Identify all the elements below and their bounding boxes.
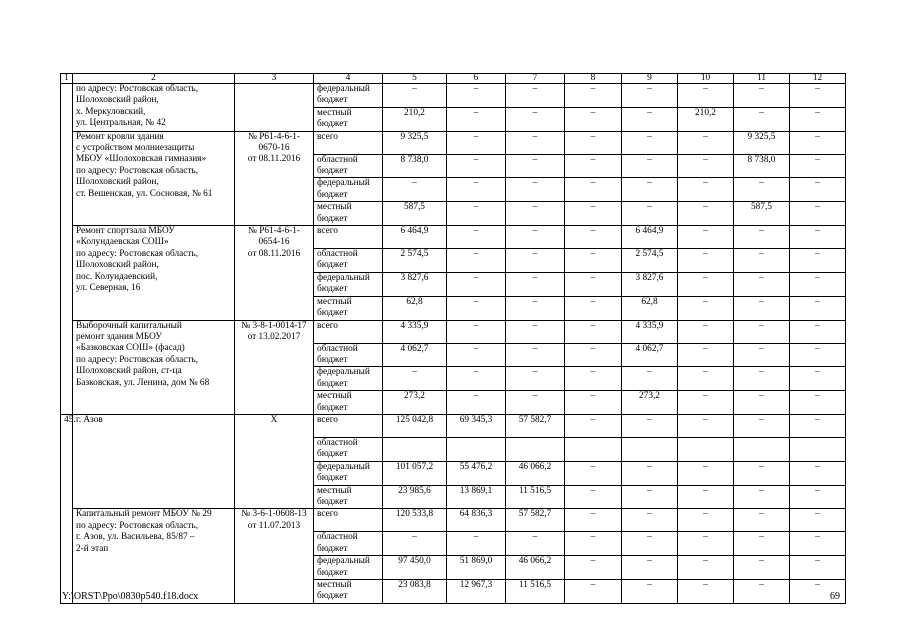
amount-cell: – bbox=[447, 202, 506, 226]
amount-cell: – bbox=[678, 532, 734, 556]
document-ref bbox=[235, 84, 314, 132]
amount-cell: – bbox=[622, 107, 678, 131]
amount-cell: – bbox=[447, 367, 506, 391]
amount-cell: – bbox=[447, 320, 506, 343]
amount-cell: – bbox=[790, 178, 846, 202]
funding-source: областной бюджет bbox=[314, 249, 383, 273]
amount-cell bbox=[506, 437, 565, 461]
amount-cell: – bbox=[565, 202, 622, 226]
object-name-address: по адресу: Ростовская область, Шолоховский район, ст. Вешенская, ул. Сосновая, № 61 bbox=[76, 165, 213, 199]
amount-cell: – bbox=[447, 296, 506, 320]
amount-cell: – bbox=[678, 414, 734, 437]
column-header: 11 bbox=[734, 74, 790, 84]
amount-cell bbox=[734, 437, 790, 461]
amount-cell: – bbox=[506, 202, 565, 226]
budget-table bbox=[60, 73, 846, 604]
amount-cell: – bbox=[565, 272, 622, 296]
funding-source: всего bbox=[314, 131, 383, 154]
amount-cell: – bbox=[734, 178, 790, 202]
funding-source: местный бюджет bbox=[314, 391, 383, 415]
amount-cell: – bbox=[678, 131, 734, 154]
funding-source: всего bbox=[314, 320, 383, 343]
amount-cell: 4 335,9 bbox=[383, 320, 447, 343]
table-row bbox=[61, 509, 846, 532]
amount-cell: – bbox=[790, 249, 846, 273]
amount-cell: – bbox=[506, 272, 565, 296]
object-name bbox=[73, 509, 235, 603]
document-ref: № 3-8-1-0014-17 от 13.02.2017 bbox=[235, 320, 314, 414]
amount-cell: – bbox=[678, 296, 734, 320]
amount-cell: – bbox=[678, 580, 734, 604]
amount-cell: – bbox=[565, 343, 622, 367]
amount-cell: – bbox=[790, 391, 846, 415]
amount-cell: – bbox=[790, 414, 846, 437]
funding-source: местный бюджет bbox=[314, 580, 383, 604]
page-number: 69 bbox=[830, 591, 840, 602]
amount-cell: 11 516,5 bbox=[506, 485, 565, 509]
amount-cell: – bbox=[678, 84, 734, 108]
amount-cell: – bbox=[734, 414, 790, 437]
amount-cell: 273,2 bbox=[383, 391, 447, 415]
amount-cell: 587,5 bbox=[383, 202, 447, 226]
amount-cell: – bbox=[506, 296, 565, 320]
funding-source: всего bbox=[314, 509, 383, 532]
amount-cell: 12 967,3 bbox=[447, 580, 506, 604]
amount-cell: – bbox=[565, 131, 622, 154]
document-ref: Х bbox=[235, 414, 314, 508]
funding-source: областной бюджет bbox=[314, 343, 383, 367]
amount-cell: 3 827,6 bbox=[622, 272, 678, 296]
object-name bbox=[73, 320, 235, 414]
column-header: 10 bbox=[678, 74, 734, 84]
amount-cell: 69 345,3 bbox=[447, 414, 506, 437]
amount-cell: 57 582,7 bbox=[506, 509, 565, 532]
amount-cell: – bbox=[790, 343, 846, 367]
amount-cell: – bbox=[565, 367, 622, 391]
column-header: 9 bbox=[622, 74, 678, 84]
table-row bbox=[61, 84, 846, 108]
object-name-cont: х. Меркуловский, ул. Центральная, № 42 bbox=[76, 106, 166, 129]
amount-cell: – bbox=[734, 84, 790, 108]
amount-cell: – bbox=[506, 249, 565, 273]
amount-cell: – bbox=[506, 391, 565, 415]
amount-cell: – bbox=[565, 556, 622, 580]
amount-cell: – bbox=[790, 107, 846, 131]
object-name-text: Ремонт кровли здания с устройством молниезащиты МБОУ «Шолоховская гимназия» bbox=[76, 131, 207, 165]
amount-cell: – bbox=[565, 154, 622, 178]
funding-source: федеральный бюджет bbox=[314, 461, 383, 485]
amount-cell: 46 066,2 bbox=[506, 556, 565, 580]
amount-cell: – bbox=[734, 320, 790, 343]
amount-cell: – bbox=[678, 154, 734, 178]
amount-cell: 23 083,8 bbox=[383, 580, 447, 604]
amount-cell: – bbox=[790, 84, 846, 108]
amount-cell: 64 836,3 bbox=[447, 509, 506, 532]
amount-cell: – bbox=[734, 485, 790, 509]
funding-source: федеральный бюджет bbox=[314, 84, 383, 108]
amount-cell: – bbox=[790, 509, 846, 532]
amount-cell: – bbox=[678, 202, 734, 226]
amount-cell: – bbox=[447, 226, 506, 249]
column-header: 3 bbox=[235, 74, 314, 84]
object-name bbox=[73, 414, 235, 508]
amount-cell: – bbox=[678, 226, 734, 249]
amount-cell: – bbox=[447, 131, 506, 154]
amount-cell: – bbox=[734, 461, 790, 485]
object-name bbox=[73, 131, 235, 225]
amount-cell: – bbox=[447, 391, 506, 415]
amount-cell: – bbox=[790, 226, 846, 249]
amount-cell: – bbox=[790, 202, 846, 226]
amount-cell: – bbox=[678, 178, 734, 202]
table-row bbox=[61, 131, 846, 154]
amount-cell: – bbox=[790, 154, 846, 178]
amount-cell: – bbox=[622, 556, 678, 580]
amount-cell: – bbox=[734, 367, 790, 391]
amount-cell: 9 325,5 bbox=[383, 131, 447, 154]
amount-cell: 11 516,5 bbox=[506, 580, 565, 604]
funding-source: местный бюджет bbox=[314, 202, 383, 226]
amount-cell: – bbox=[734, 107, 790, 131]
amount-cell: 46 066,2 bbox=[506, 461, 565, 485]
column-header: 1 bbox=[61, 74, 73, 84]
column-header: 2 bbox=[73, 74, 235, 84]
amount-cell: – bbox=[622, 154, 678, 178]
amount-cell: – bbox=[790, 296, 846, 320]
amount-cell: 51 869,0 bbox=[447, 556, 506, 580]
amount-cell: – bbox=[506, 131, 565, 154]
amount-cell bbox=[565, 437, 622, 461]
amount-cell: – bbox=[622, 532, 678, 556]
amount-cell: – bbox=[622, 367, 678, 391]
amount-cell: – bbox=[678, 320, 734, 343]
column-header: 8 bbox=[565, 74, 622, 84]
document-ref: № 3-6-1-0608-13 от 11.07.2013 bbox=[235, 509, 314, 603]
amount-cell: – bbox=[790, 532, 846, 556]
amount-cell: – bbox=[622, 461, 678, 485]
amount-cell: – bbox=[678, 272, 734, 296]
amount-cell: – bbox=[734, 249, 790, 273]
header-row bbox=[61, 74, 846, 84]
amount-cell: – bbox=[734, 532, 790, 556]
column-header: 7 bbox=[506, 74, 565, 84]
funding-source: областной бюджет bbox=[314, 154, 383, 178]
amount-cell: 2 574,5 bbox=[383, 249, 447, 273]
amount-cell: – bbox=[447, 154, 506, 178]
amount-cell: – bbox=[506, 320, 565, 343]
funding-source: федеральный бюджет bbox=[314, 367, 383, 391]
funding-source: федеральный бюджет bbox=[314, 178, 383, 202]
amount-cell: – bbox=[383, 367, 447, 391]
amount-cell: – bbox=[565, 580, 622, 604]
amount-cell: – bbox=[790, 461, 846, 485]
table-row bbox=[61, 414, 846, 437]
amount-cell: – bbox=[622, 131, 678, 154]
amount-cell: – bbox=[506, 178, 565, 202]
column-header: 6 bbox=[447, 74, 506, 84]
amount-cell: – bbox=[565, 509, 622, 532]
row-number: 45. bbox=[61, 414, 73, 603]
document-ref: № Р61-4-6-1- 0654-16 от 08.11.2016 bbox=[235, 226, 314, 320]
amount-cell: 6 464,9 bbox=[622, 226, 678, 249]
amount-cell: – bbox=[790, 556, 846, 580]
amount-cell: 120 533,8 bbox=[383, 509, 447, 532]
amount-cell: 8 738,0 bbox=[734, 154, 790, 178]
amount-cell: 210,2 bbox=[383, 107, 447, 131]
amount-cell: 2 574,5 bbox=[622, 249, 678, 273]
object-name-text: г. Азов bbox=[76, 414, 103, 425]
funding-source: всего bbox=[314, 414, 383, 437]
amount-cell: 6 464,9 bbox=[383, 226, 447, 249]
amount-cell: – bbox=[565, 532, 622, 556]
amount-cell: – bbox=[506, 343, 565, 367]
funding-source: местный бюджет bbox=[314, 296, 383, 320]
funding-source: местный бюджет bbox=[314, 485, 383, 509]
amount-cell: 273,2 bbox=[622, 391, 678, 415]
object-name-text: Выборочный капитальный ремонт здания МБОУ «Базковская СОШ» (фасад) по адресу: Ростовская область, Шолоховский район, ст-ца Базковская, ул. Ленина, дом № 68 bbox=[76, 320, 210, 388]
amount-cell: – bbox=[447, 272, 506, 296]
amount-cell: 125 042,8 bbox=[383, 414, 447, 437]
amount-cell: – bbox=[734, 272, 790, 296]
amount-cell: – bbox=[565, 461, 622, 485]
amount-cell bbox=[447, 437, 506, 461]
amount-cell: – bbox=[678, 556, 734, 580]
funding-source: всего bbox=[314, 226, 383, 249]
column-header: 4 bbox=[314, 74, 383, 84]
amount-cell: – bbox=[622, 414, 678, 437]
amount-cell: 4 062,7 bbox=[383, 343, 447, 367]
amount-cell: – bbox=[734, 343, 790, 367]
document-ref: № Р61-4-6-1- 0670-16 от 08.11.2016 bbox=[235, 131, 314, 225]
amount-cell: 9 325,5 bbox=[734, 131, 790, 154]
amount-cell: 4 062,7 bbox=[622, 343, 678, 367]
amount-cell: – bbox=[790, 320, 846, 343]
amount-cell: – bbox=[734, 391, 790, 415]
amount-cell: – bbox=[622, 509, 678, 532]
amount-cell: – bbox=[790, 580, 846, 604]
amount-cell: – bbox=[383, 178, 447, 202]
amount-cell: – bbox=[622, 202, 678, 226]
amount-cell: – bbox=[565, 84, 622, 108]
amount-cell: – bbox=[447, 532, 506, 556]
amount-cell: – bbox=[790, 367, 846, 391]
amount-cell: – bbox=[565, 391, 622, 415]
amount-cell: – bbox=[734, 556, 790, 580]
amount-cell: – bbox=[678, 249, 734, 273]
amount-cell: – bbox=[678, 343, 734, 367]
amount-cell: 23 985,6 bbox=[383, 485, 447, 509]
amount-cell: – bbox=[506, 154, 565, 178]
amount-cell: – bbox=[734, 580, 790, 604]
amount-cell: – bbox=[678, 461, 734, 485]
amount-cell: – bbox=[678, 391, 734, 415]
amount-cell: 101 057,2 bbox=[383, 461, 447, 485]
row-number bbox=[61, 84, 73, 415]
amount-cell: – bbox=[506, 107, 565, 131]
amount-cell: – bbox=[734, 509, 790, 532]
amount-cell: – bbox=[447, 107, 506, 131]
amount-cell: 587,5 bbox=[734, 202, 790, 226]
amount-cell bbox=[678, 437, 734, 461]
table-row bbox=[61, 226, 846, 249]
amount-cell: – bbox=[565, 226, 622, 249]
amount-cell: 62,8 bbox=[383, 296, 447, 320]
amount-cell: 97 450,0 bbox=[383, 556, 447, 580]
column-header: 5 bbox=[383, 74, 447, 84]
amount-cell: 4 335,9 bbox=[622, 320, 678, 343]
amount-cell: 57 582,7 bbox=[506, 414, 565, 437]
amount-cell: 13 869,1 bbox=[447, 485, 506, 509]
column-header: 12 bbox=[790, 74, 846, 84]
amount-cell: 210,2 bbox=[678, 107, 734, 131]
amount-cell: – bbox=[622, 84, 678, 108]
object-name-text: Ремонт спортзала МБОУ «Колундаевская СОШ» по адресу: Ростовская область, Шолоховский район, пос. Колундаевский, ул. Северная, 16 bbox=[76, 226, 199, 294]
amount-cell: – bbox=[565, 296, 622, 320]
amount-cell: – bbox=[790, 131, 846, 154]
amount-cell: – bbox=[734, 226, 790, 249]
amount-cell: – bbox=[565, 320, 622, 343]
amount-cell: – bbox=[565, 485, 622, 509]
amount-cell: – bbox=[565, 107, 622, 131]
amount-cell: – bbox=[734, 296, 790, 320]
amount-cell: 8 738,0 bbox=[383, 154, 447, 178]
amount-cell: – bbox=[790, 485, 846, 509]
file-path: Y:\ORST\Ppo\0830p540.f18.docx bbox=[62, 591, 199, 602]
amount-cell: – bbox=[565, 178, 622, 202]
table-row bbox=[61, 320, 846, 343]
amount-cell: – bbox=[678, 485, 734, 509]
object-name bbox=[73, 84, 235, 132]
amount-cell bbox=[622, 437, 678, 461]
amount-cell: – bbox=[506, 367, 565, 391]
amount-cell: – bbox=[622, 580, 678, 604]
amount-cell: – bbox=[565, 414, 622, 437]
amount-cell: – bbox=[622, 178, 678, 202]
funding-source: местный бюджет bbox=[314, 107, 383, 131]
amount-cell: – bbox=[447, 343, 506, 367]
amount-cell: – bbox=[383, 532, 447, 556]
amount-cell: 3 827,6 bbox=[383, 272, 447, 296]
amount-cell bbox=[383, 437, 447, 461]
amount-cell: 62,8 bbox=[622, 296, 678, 320]
amount-cell: – bbox=[506, 532, 565, 556]
funding-source: федеральный бюджет bbox=[314, 556, 383, 580]
amount-cell: 55 476,2 bbox=[447, 461, 506, 485]
amount-cell: – bbox=[790, 272, 846, 296]
amount-cell: – bbox=[506, 226, 565, 249]
funding-source: федеральный бюджет bbox=[314, 272, 383, 296]
amount-cell: – bbox=[622, 485, 678, 509]
object-name-text: по адресу: Ростовская область, Шолоховский район, bbox=[76, 84, 199, 106]
funding-source: областной бюджет bbox=[314, 532, 383, 556]
object-name bbox=[73, 226, 235, 320]
amount-cell: – bbox=[678, 367, 734, 391]
amount-cell: – bbox=[447, 178, 506, 202]
funding-source: областной бюджет bbox=[314, 437, 383, 461]
amount-cell: – bbox=[506, 84, 565, 108]
object-name-text: Капитальный ремонт МБОУ № 29 по адресу: Ростовская область, г. Азов, ул. Васильева, 85/87 – 2-й этап bbox=[76, 509, 212, 554]
amount-cell: – bbox=[447, 84, 506, 108]
amount-cell: – bbox=[565, 249, 622, 273]
amount-cell: – bbox=[383, 84, 447, 108]
amount-cell: – bbox=[447, 249, 506, 273]
amount-cell: – bbox=[678, 509, 734, 532]
amount-cell bbox=[790, 437, 846, 461]
